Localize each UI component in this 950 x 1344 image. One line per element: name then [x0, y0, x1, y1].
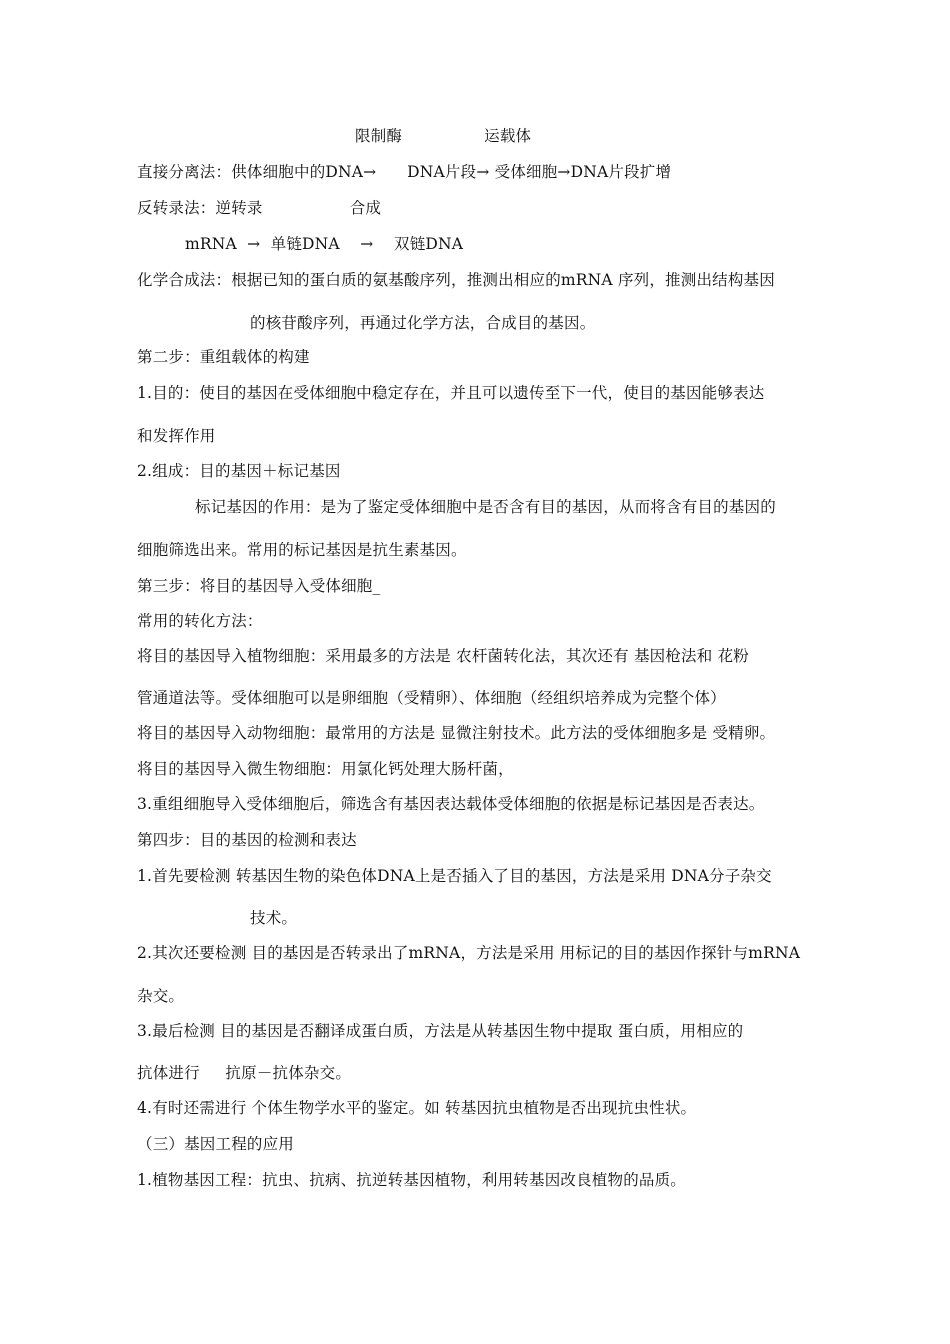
step-two-heading: 第二步：重组载体的构建 [137, 348, 310, 366]
detection-step-three-continued: 抗体进行 抗原－抗体杂交。 [137, 1064, 352, 1082]
detection-step-two-continued: 杂交。 [137, 987, 185, 1005]
plant-cell-method-continued: 管通道法等。受体细胞可以是卵细胞（受精卵）、体细胞（经组织培养成为完整个体） [137, 689, 726, 707]
transformation-methods-heading: 常用的转化方法： [137, 612, 263, 630]
detection-step-three: 3.最后检测 目的基因是否翻译成蛋白质，方法是从转基因生物中提取 蛋白质，用相应的 [137, 1022, 744, 1040]
step-two-composition: 2.组成：目的基因＋标记基因 [137, 462, 341, 480]
animal-cell-method: 将目的基因导入动物细胞：最常用的方法是 显微注射技术。此方法的受体细胞多是 受精卵。 [137, 724, 776, 742]
detection-step-four: 4.有时还需进行 个体生物学水平的鉴定。如 转基因抗虫植物是否出现抗虫性状。 [137, 1099, 697, 1117]
detection-step-two: 2.其次还要检测 目的基因是否转录出了mRNA，方法是采用 用标记的目的基因作探针与mRNA [137, 944, 801, 962]
enzyme-vector-label-line: 限制酶 运载体 [355, 127, 532, 145]
plant-cell-method: 将目的基因导入植物细胞：采用最多的方法是 农杆菌转化法，其次还有 基因枪法和 花粉 [137, 647, 749, 665]
direct-isolation-method: 直接分离法：供体细胞中的DNA→ DNA片段→ 受体细胞→DNA片段扩增 [137, 163, 672, 181]
screening-basis: 3.重组细胞导入受体细胞后，筛选含有基因表达载体受体细胞的依据是标记基因是否表达。 [137, 795, 765, 813]
reverse-transcription-method: 反转录法：逆转录 合成 [137, 199, 382, 217]
step-two-purpose: 1.目的：使目的基因在受体细胞中稳定存在，并且可以遗传至下一代，使目的基因能够表达 [137, 384, 765, 402]
applications-heading: （三）基因工程的应用 [137, 1135, 295, 1153]
plant-genetic-engineering: 1.植物基因工程：抗虫、抗病、抗逆转基因植物，利用转基因改良植物的品质。 [137, 1171, 686, 1189]
marker-gene-function: 标记基因的作用：是为了鉴定受体细胞中是否含有目的基因，从而将含有目的基因的 [195, 498, 776, 516]
step-three-heading: 第三步：将目的基因导入受体细胞_ [137, 577, 381, 595]
step-two-purpose-continued: 和发挥作用 [137, 427, 216, 445]
mrna-to-dna-flow: mRNA → 单链DNA → 双链DNA [185, 235, 464, 253]
detection-step-one-continued: 技术。 [250, 909, 298, 927]
chemical-synthesis-method: 化学合成法：根据已知的蛋白质的氨基酸序列，推测出相应的mRNA 序列，推测出结构基因 [137, 271, 775, 289]
step-four-heading: 第四步：目的基因的检测和表达 [137, 831, 357, 849]
chemical-synthesis-continued: 的核苷酸序列，再通过化学方法，合成目的基因。 [250, 314, 596, 332]
marker-gene-function-continued: 细胞筛选出来。常用的标记基因是抗生素基因。 [137, 541, 467, 559]
detection-step-one: 1.首先要检测 转基因生物的染色体DNA上是否插入了目的基因，方法是采用 DNA分子杂交 [137, 867, 772, 885]
microbe-cell-method: 将目的基因导入微生物细胞：用氯化钙处理大肠杆菌， [137, 760, 514, 778]
